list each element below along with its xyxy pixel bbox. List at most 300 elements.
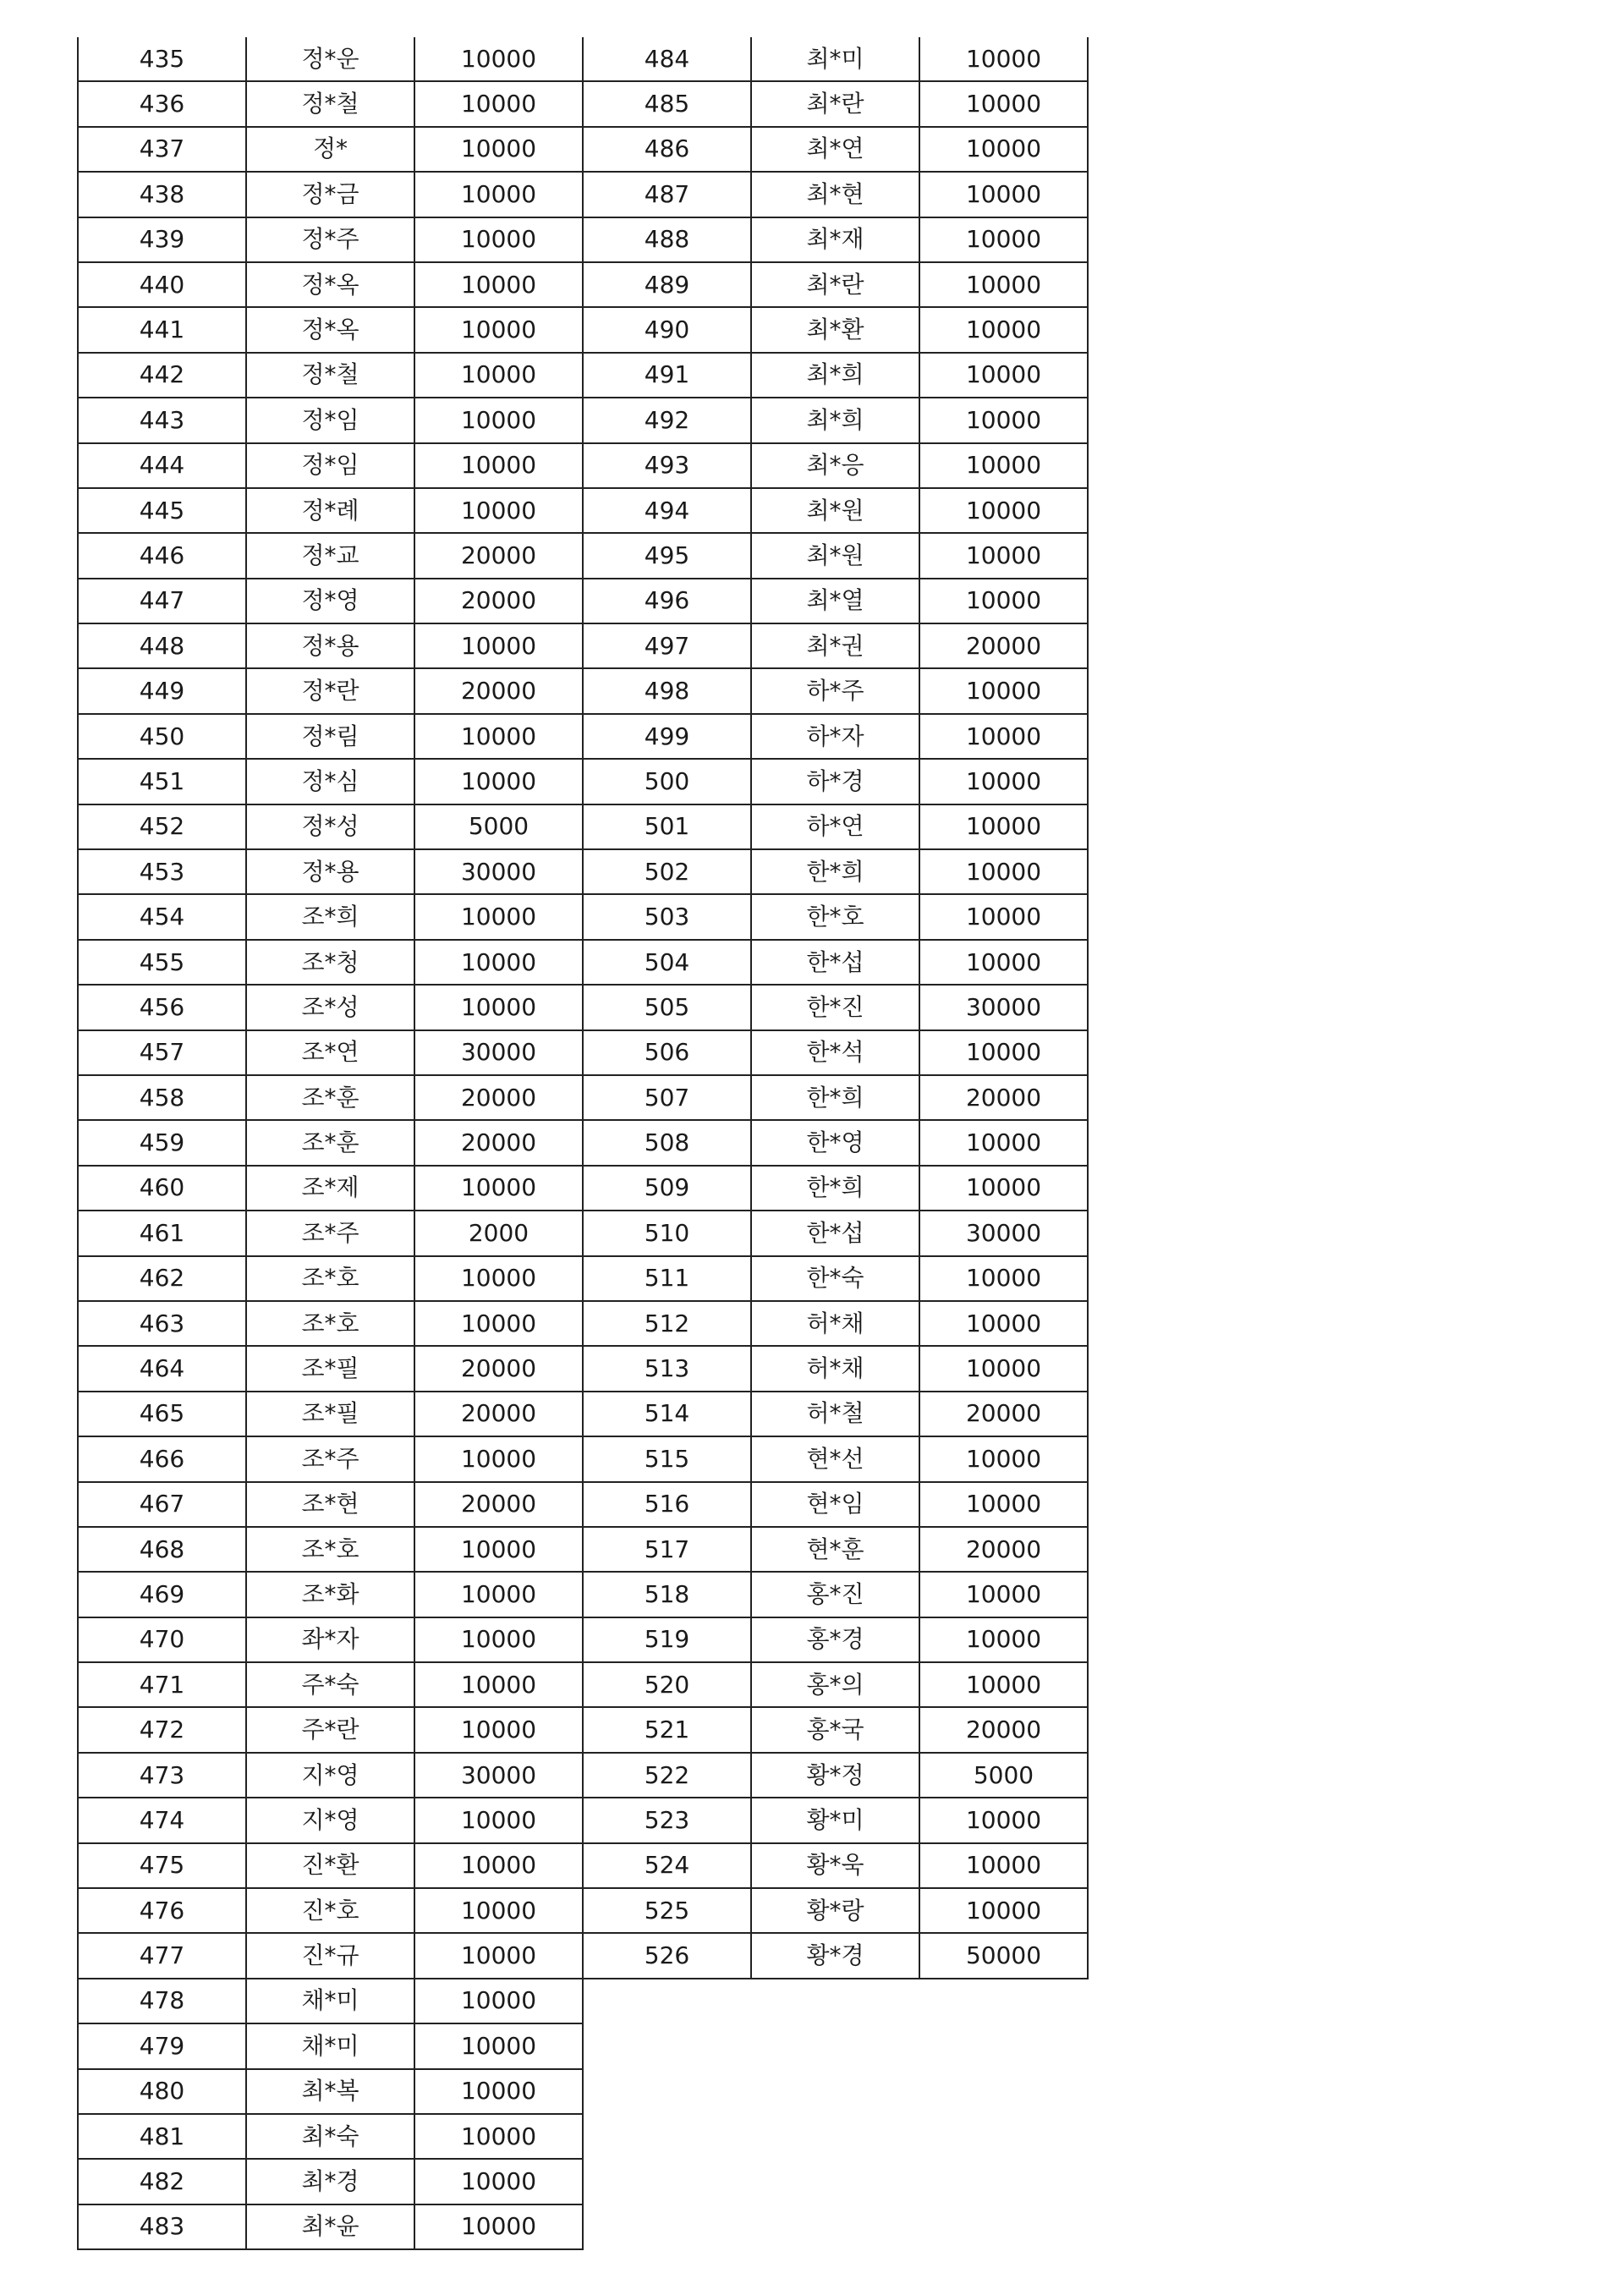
donor-name-cell: 진*환 <box>246 1843 414 1888</box>
donor-name-cell: 진*호 <box>246 1888 414 1933</box>
donor-name-cell: 정*철 <box>246 353 414 398</box>
row-number-cell: 450 <box>78 714 246 759</box>
table-row <box>583 1707 1088 1752</box>
row-number-cell: 436 <box>78 81 246 126</box>
table-row <box>78 1933 583 1978</box>
donation-amount-cell: 10000 <box>919 353 1088 398</box>
donor-name-cell: 조*주 <box>246 1211 414 1255</box>
donation-amount-cell: 10000 <box>919 894 1088 939</box>
donation-amount-cell: 10000 <box>414 1436 583 1481</box>
table-row <box>583 579 1088 623</box>
donor-name-cell: 정*철 <box>246 81 414 126</box>
donor-name-cell: 좌*자 <box>246 1617 414 1662</box>
donor-name-cell: 지*영 <box>246 1798 414 1842</box>
donation-amount-cell: 10000 <box>414 307 583 352</box>
donor-name-cell: 최*연 <box>751 127 919 172</box>
table-row <box>583 1392 1088 1436</box>
table-row <box>583 1256 1088 1301</box>
table-row <box>78 1662 583 1707</box>
donation-amount-cell: 20000 <box>414 1120 583 1165</box>
row-number-cell: 497 <box>583 623 751 668</box>
donor-name-cell: 정*란 <box>246 668 414 713</box>
donor-name-cell: 최*환 <box>751 307 919 352</box>
donation-amount-cell: 10000 <box>919 1617 1088 1662</box>
donor-name-cell: 황*경 <box>751 1933 919 1978</box>
donation-amount-cell: 20000 <box>919 1527 1088 1572</box>
table-row <box>583 398 1088 442</box>
donation-amount-cell: 20000 <box>919 1392 1088 1436</box>
row-number-cell: 493 <box>583 443 751 488</box>
row-number-cell: 515 <box>583 1436 751 1481</box>
donation-amount-cell: 10000 <box>919 172 1088 217</box>
donor-name-cell: 최*미 <box>751 37 919 81</box>
donation-amount-cell: 10000 <box>414 398 583 442</box>
table-row <box>583 849 1088 894</box>
donor-name-cell: 한*호 <box>751 894 919 939</box>
table-row <box>583 1798 1088 1842</box>
donor-name-cell: 조*화 <box>246 1572 414 1617</box>
row-number-cell: 477 <box>78 1933 246 1978</box>
donor-name-cell: 현*훈 <box>751 1527 919 1572</box>
table-row <box>583 353 1088 398</box>
donor-name-cell: 홍*의 <box>751 1662 919 1707</box>
donation-amount-cell: 10000 <box>919 759 1088 804</box>
donor-name-cell: 정*운 <box>246 37 414 81</box>
donation-amount-cell: 10000 <box>414 1798 583 1842</box>
row-number-cell: 488 <box>583 217 751 262</box>
donation-amount-cell: 10000 <box>414 127 583 172</box>
row-number-cell: 451 <box>78 759 246 804</box>
donation-amount-cell: 10000 <box>919 307 1088 352</box>
donor-name-cell: 최*열 <box>751 579 919 623</box>
donor-name-cell: 정*심 <box>246 759 414 804</box>
donation-amount-cell: 20000 <box>414 533 583 578</box>
donation-amount-cell: 20000 <box>414 668 583 713</box>
row-number-cell: 468 <box>78 1527 246 1572</box>
donor-name-cell: 최*재 <box>751 217 919 262</box>
row-number-cell: 520 <box>583 1662 751 1707</box>
donor-name-cell: 하*연 <box>751 804 919 849</box>
table-row <box>78 1392 583 1436</box>
donor-name-cell: 조*필 <box>246 1346 414 1391</box>
row-number-cell: 489 <box>583 262 751 307</box>
row-number-cell: 523 <box>583 1798 751 1842</box>
donation-amount-cell: 10000 <box>414 488 583 533</box>
row-number-cell: 435 <box>78 37 246 81</box>
table-row <box>78 759 583 804</box>
table-row <box>78 307 583 352</box>
table-row <box>583 894 1088 939</box>
donation-amount-cell: 10000 <box>414 1888 583 1933</box>
donor-name-cell: 정*용 <box>246 849 414 894</box>
donor-name-cell: 주*란 <box>246 1707 414 1752</box>
donor-name-cell: 한*섭 <box>751 1211 919 1255</box>
table-row <box>583 533 1088 578</box>
table-row <box>78 1527 583 1572</box>
table-row <box>583 985 1088 1029</box>
donor-name-cell: 채*미 <box>246 1979 414 2023</box>
row-number-cell: 491 <box>583 353 751 398</box>
row-number-cell: 438 <box>78 172 246 217</box>
donor-name-cell: 최*응 <box>751 443 919 488</box>
table-row <box>583 1933 1088 1978</box>
table-row <box>78 804 583 849</box>
table-row <box>583 81 1088 126</box>
donor-name-cell: 홍*국 <box>751 1707 919 1752</box>
row-number-cell: 518 <box>583 1572 751 1617</box>
row-number-cell: 455 <box>78 940 246 985</box>
donor-name-cell: 허*철 <box>751 1392 919 1436</box>
donor-name-cell: 최*희 <box>751 353 919 398</box>
donation-amount-cell: 5000 <box>414 804 583 849</box>
donation-amount-cell: 10000 <box>919 1166 1088 1211</box>
donation-amount-cell: 30000 <box>414 1753 583 1798</box>
row-number-cell: 487 <box>583 172 751 217</box>
table-row <box>78 353 583 398</box>
row-number-cell: 503 <box>583 894 751 939</box>
donor-name-cell: 현*선 <box>751 1436 919 1481</box>
table-row <box>78 533 583 578</box>
table-row <box>583 172 1088 217</box>
row-number-cell: 475 <box>78 1843 246 1888</box>
row-number-cell: 524 <box>583 1843 751 1888</box>
table-row <box>583 623 1088 668</box>
row-number-cell: 508 <box>583 1120 751 1165</box>
table-row <box>78 2069 583 2114</box>
row-number-cell: 507 <box>583 1075 751 1120</box>
table-row <box>583 1120 1088 1165</box>
donation-amount-cell: 30000 <box>414 1030 583 1075</box>
donor-name-cell: 조*성 <box>246 985 414 1029</box>
table-row <box>583 668 1088 713</box>
row-number-cell: 526 <box>583 1933 751 1978</box>
donor-name-cell: 하*자 <box>751 714 919 759</box>
donation-amount-cell: 10000 <box>919 1256 1088 1301</box>
donor-name-cell: 황*욱 <box>751 1843 919 1888</box>
donor-name-cell: 정*성 <box>246 804 414 849</box>
row-number-cell: 467 <box>78 1482 246 1527</box>
donation-amount-cell: 30000 <box>919 985 1088 1029</box>
table-row <box>78 623 583 668</box>
row-number-cell: 471 <box>78 1662 246 1707</box>
donor-name-cell: 최*희 <box>751 398 919 442</box>
donor-name-cell: 조*연 <box>246 1030 414 1075</box>
donation-amount-cell: 10000 <box>919 398 1088 442</box>
donor-name-cell: 조*청 <box>246 940 414 985</box>
table-row <box>78 2114 583 2159</box>
donation-amount-cell: 10000 <box>414 1979 583 2023</box>
row-number-cell: 506 <box>583 1030 751 1075</box>
donor-name-cell: 조*희 <box>246 894 414 939</box>
table-row <box>78 1888 583 1933</box>
donor-name-cell: 최*권 <box>751 623 919 668</box>
donor-name-cell: 조*호 <box>246 1256 414 1301</box>
donation-amount-cell: 10000 <box>919 37 1088 81</box>
donation-amount-cell: 10000 <box>919 1436 1088 1481</box>
donor-name-cell: 홍*진 <box>751 1572 919 1617</box>
donation-amount-cell: 20000 <box>414 1075 583 1120</box>
donor-name-cell: 최*숙 <box>246 2114 414 2159</box>
row-number-cell: 485 <box>583 81 751 126</box>
row-number-cell: 519 <box>583 1617 751 1662</box>
donor-name-cell: 진*규 <box>246 1933 414 1978</box>
donation-amount-cell: 10000 <box>919 1120 1088 1165</box>
donor-name-cell: 정*영 <box>246 579 414 623</box>
donation-amount-cell: 50000 <box>919 1933 1088 1978</box>
table-row <box>78 217 583 262</box>
donation-amount-cell: 10000 <box>919 804 1088 849</box>
row-number-cell: 512 <box>583 1301 751 1346</box>
row-number-cell: 502 <box>583 849 751 894</box>
table-row <box>78 2204 583 2249</box>
donation-amount-cell: 20000 <box>919 623 1088 668</box>
donation-amount-cell: 30000 <box>414 849 583 894</box>
donation-amount-cell: 10000 <box>919 1888 1088 1933</box>
donor-name-cell: 최*원 <box>751 533 919 578</box>
table-row <box>583 804 1088 849</box>
table-row <box>583 759 1088 804</box>
table-row <box>583 443 1088 488</box>
table-row <box>78 488 583 533</box>
row-number-cell: 462 <box>78 1256 246 1301</box>
row-number-cell: 479 <box>78 2023 246 2068</box>
donor-name-cell: 지*영 <box>246 1753 414 1798</box>
donor-name-cell: 한*희 <box>751 1075 919 1120</box>
donor-name-cell: 한*진 <box>751 985 919 1029</box>
donation-amount-cell: 10000 <box>919 940 1088 985</box>
donor-name-cell: 한*숙 <box>751 1256 919 1301</box>
donation-amount-cell: 10000 <box>414 894 583 939</box>
donor-name-cell: 정*림 <box>246 714 414 759</box>
row-number-cell: 439 <box>78 217 246 262</box>
table-row <box>583 1211 1088 1255</box>
donation-amount-cell: 10000 <box>414 262 583 307</box>
donation-amount-cell: 20000 <box>414 1346 583 1391</box>
donation-amount-cell: 10000 <box>919 579 1088 623</box>
donor-table-left-body <box>78 37 583 2249</box>
table-row <box>583 1662 1088 1707</box>
donor-name-cell: 한*희 <box>751 849 919 894</box>
donation-amount-cell: 10000 <box>919 127 1088 172</box>
table-row <box>78 940 583 985</box>
row-number-cell: 509 <box>583 1166 751 1211</box>
donation-amount-cell: 10000 <box>919 217 1088 262</box>
row-number-cell: 514 <box>583 1392 751 1436</box>
table-row <box>78 37 583 81</box>
row-number-cell: 445 <box>78 488 246 533</box>
donor-name-cell: 황*정 <box>751 1753 919 1798</box>
donation-amount-cell: 10000 <box>414 2159 583 2204</box>
table-row <box>583 262 1088 307</box>
table-row <box>583 217 1088 262</box>
donor-name-cell: 정*주 <box>246 217 414 262</box>
table-row <box>78 894 583 939</box>
donation-amount-cell: 10000 <box>414 2023 583 2068</box>
donation-amount-cell: 10000 <box>919 1030 1088 1075</box>
donor-name-cell: 정*임 <box>246 398 414 442</box>
table-row <box>583 1075 1088 1120</box>
row-number-cell: 496 <box>583 579 751 623</box>
donation-amount-cell: 10000 <box>414 443 583 488</box>
table-row <box>78 849 583 894</box>
donor-name-cell: 최*란 <box>751 262 919 307</box>
donor-name-cell: 홍*경 <box>751 1617 919 1662</box>
table-row <box>583 1843 1088 1888</box>
table-row <box>78 2159 583 2204</box>
donation-amount-cell: 10000 <box>414 1166 583 1211</box>
donation-amount-cell: 5000 <box>919 1753 1088 1798</box>
donation-amount-cell: 10000 <box>414 2114 583 2159</box>
donor-name-cell: 최*현 <box>751 172 919 217</box>
table-row <box>78 81 583 126</box>
donation-amount-cell: 10000 <box>414 714 583 759</box>
row-number-cell: 484 <box>583 37 751 81</box>
table-row <box>78 2023 583 2068</box>
donation-amount-cell: 30000 <box>919 1211 1088 1255</box>
table-row <box>78 1301 583 1346</box>
row-number-cell: 472 <box>78 1707 246 1752</box>
table-row <box>583 1572 1088 1617</box>
donor-name-cell: 한*영 <box>751 1120 919 1165</box>
row-number-cell: 449 <box>78 668 246 713</box>
row-number-cell: 470 <box>78 1617 246 1662</box>
donation-amount-cell: 10000 <box>414 623 583 668</box>
donation-amount-cell: 10000 <box>414 37 583 81</box>
table-row <box>78 1798 583 1842</box>
table-row <box>583 1753 1088 1798</box>
table-row <box>583 488 1088 533</box>
row-number-cell: 500 <box>583 759 751 804</box>
donor-name-cell: 조*호 <box>246 1301 414 1346</box>
row-number-cell: 460 <box>78 1166 246 1211</box>
donor-name-cell: 최*복 <box>246 2069 414 2114</box>
row-number-cell: 480 <box>78 2069 246 2114</box>
row-number-cell: 492 <box>583 398 751 442</box>
table-row <box>78 1707 583 1752</box>
donation-amount-cell: 10000 <box>414 172 583 217</box>
donation-amount-cell: 10000 <box>414 2069 583 2114</box>
table-row <box>78 985 583 1029</box>
donation-amount-cell: 10000 <box>414 1617 583 1662</box>
donor-name-cell: 조*주 <box>246 1436 414 1481</box>
table-row <box>583 1436 1088 1481</box>
row-number-cell: 473 <box>78 1753 246 1798</box>
donor-name-cell: 현*임 <box>751 1482 919 1527</box>
row-number-cell: 458 <box>78 1075 246 1120</box>
table-row <box>78 262 583 307</box>
donation-amount-cell: 10000 <box>919 81 1088 126</box>
donor-name-cell: 조*훈 <box>246 1120 414 1165</box>
table-row <box>78 172 583 217</box>
table-row <box>78 1753 583 1798</box>
donation-amount-cell: 10000 <box>919 443 1088 488</box>
donation-amount-cell: 20000 <box>414 1392 583 1436</box>
table-row <box>78 443 583 488</box>
donor-name-cell: 하*주 <box>751 668 919 713</box>
table-row <box>583 1482 1088 1527</box>
table-row <box>583 37 1088 81</box>
donation-amount-cell: 20000 <box>919 1075 1088 1120</box>
table-row <box>78 714 583 759</box>
table-row <box>78 1166 583 1211</box>
row-number-cell: 495 <box>583 533 751 578</box>
donor-table-right <box>582 37 1089 1979</box>
row-number-cell: 464 <box>78 1346 246 1391</box>
row-number-cell: 453 <box>78 849 246 894</box>
donor-name-cell: 최*경 <box>246 2159 414 2204</box>
table-row <box>583 1301 1088 1346</box>
row-number-cell: 448 <box>78 623 246 668</box>
donor-name-cell: 허*채 <box>751 1301 919 1346</box>
donor-name-cell: 최*란 <box>751 81 919 126</box>
donor-name-cell: 한*희 <box>751 1166 919 1211</box>
row-number-cell: 463 <box>78 1301 246 1346</box>
row-number-cell: 522 <box>583 1753 751 1798</box>
row-number-cell: 452 <box>78 804 246 849</box>
table-row <box>78 1572 583 1617</box>
donation-amount-cell: 10000 <box>414 1301 583 1346</box>
table-row <box>78 668 583 713</box>
row-number-cell: 525 <box>583 1888 751 1933</box>
donor-name-cell: 주*숙 <box>246 1662 414 1707</box>
donation-amount-cell: 10000 <box>919 1798 1088 1842</box>
donor-name-cell: 정*임 <box>246 443 414 488</box>
row-number-cell: 513 <box>583 1346 751 1391</box>
row-number-cell: 516 <box>583 1482 751 1527</box>
donation-amount-cell: 2000 <box>414 1211 583 1255</box>
donor-table-right-body <box>583 37 1088 1979</box>
table-row <box>78 1346 583 1391</box>
row-number-cell: 483 <box>78 2204 246 2249</box>
table-row <box>583 940 1088 985</box>
donor-name-cell: 하*경 <box>751 759 919 804</box>
donor-name-cell: 채*미 <box>246 2023 414 2068</box>
row-number-cell: 440 <box>78 262 246 307</box>
donor-name-cell: 정* <box>246 127 414 172</box>
donation-amount-cell: 10000 <box>414 1527 583 1572</box>
donation-amount-cell: 10000 <box>919 262 1088 307</box>
table-row <box>583 1346 1088 1391</box>
row-number-cell: 442 <box>78 353 246 398</box>
donation-amount-cell: 10000 <box>919 668 1088 713</box>
table-row <box>583 127 1088 172</box>
row-number-cell: 457 <box>78 1030 246 1075</box>
table-row <box>78 127 583 172</box>
donation-amount-cell: 10000 <box>414 940 583 985</box>
donation-amount-cell: 10000 <box>919 488 1088 533</box>
row-number-cell: 465 <box>78 1392 246 1436</box>
row-number-cell: 459 <box>78 1120 246 1165</box>
donation-amount-cell: 10000 <box>919 714 1088 759</box>
row-number-cell: 444 <box>78 443 246 488</box>
donor-name-cell: 황*랑 <box>751 1888 919 1933</box>
donor-name-cell: 정*교 <box>246 533 414 578</box>
donation-amount-cell: 10000 <box>414 1707 583 1752</box>
row-number-cell: 498 <box>583 668 751 713</box>
table-row <box>78 1211 583 1255</box>
table-row <box>78 1617 583 1662</box>
donor-name-cell: 한*석 <box>751 1030 919 1075</box>
donation-amount-cell: 10000 <box>414 2204 583 2249</box>
donor-name-cell: 허*채 <box>751 1346 919 1391</box>
donation-amount-cell: 10000 <box>919 1843 1088 1888</box>
donor-name-cell: 정*금 <box>246 172 414 217</box>
table-row <box>78 1482 583 1527</box>
table-row <box>78 1979 583 2023</box>
donation-amount-cell: 10000 <box>414 81 583 126</box>
donation-amount-cell: 10000 <box>919 1662 1088 1707</box>
donation-amount-cell: 10000 <box>919 849 1088 894</box>
